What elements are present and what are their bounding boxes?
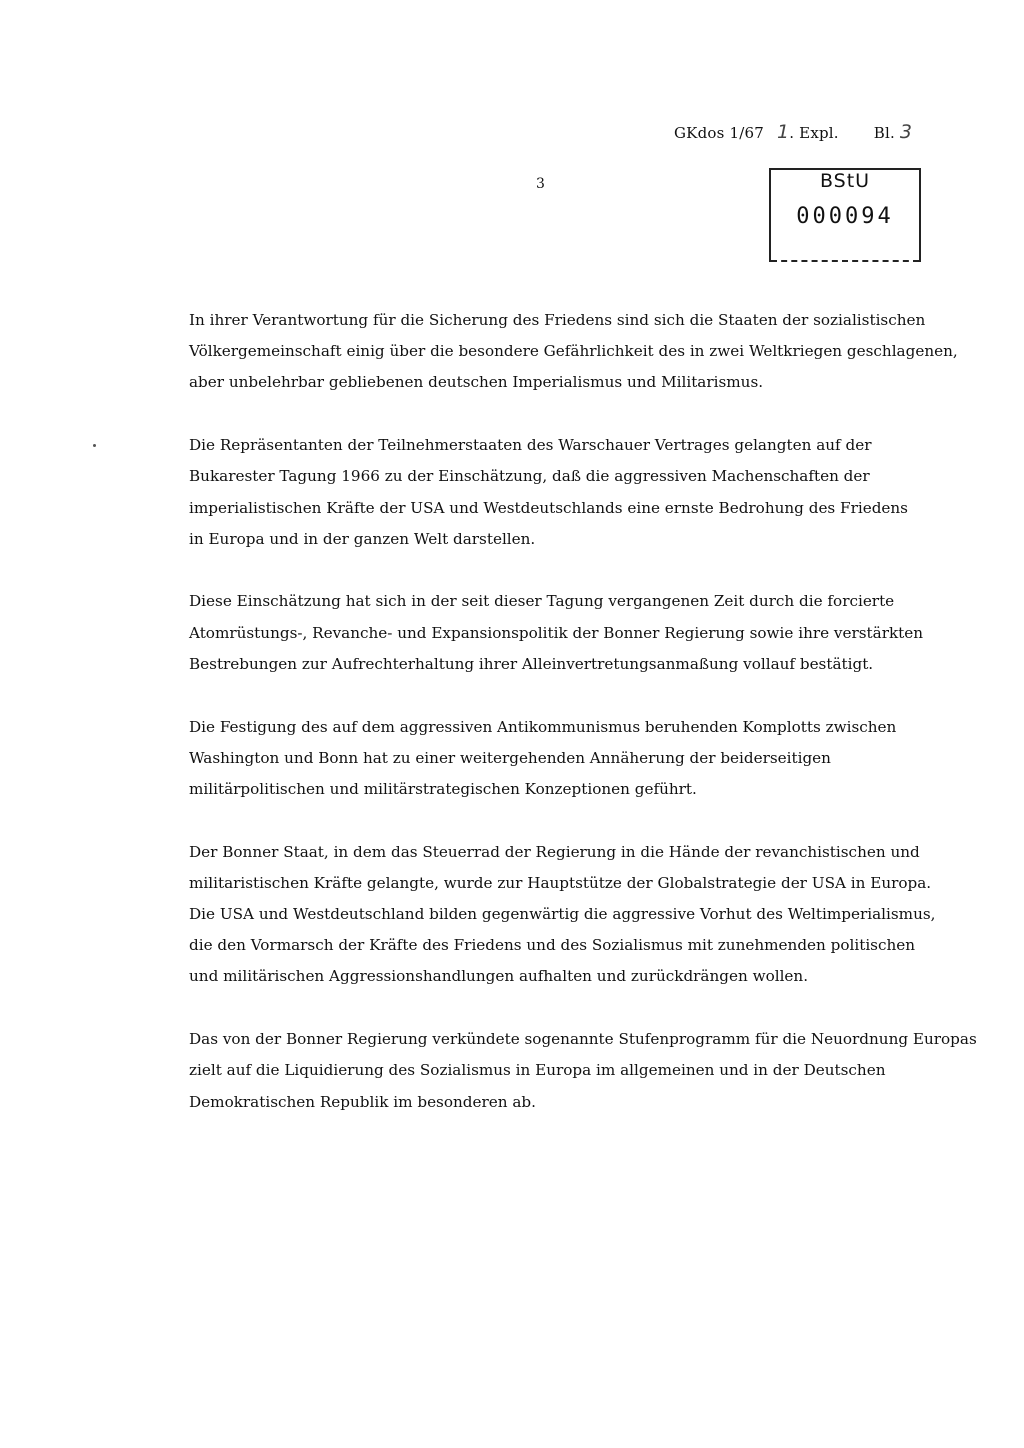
text-line: in Europa und in der ganzen Welt darstellen.: [189, 529, 536, 548]
text-line: Bestrebungen zur Aufrechterhaltung ihrer Alleinvertretungsanmaßung vollauf bestätigt.: [189, 654, 874, 673]
paragraph: [189, 305, 958, 399]
document-reference: [674, 121, 912, 143]
text-line: und militärischen Aggressionshandlungen aufhalten und zurückdrängen wollen.: [189, 967, 809, 986]
text-line: Völkergemeinschaft einig über die besondere Gefährlichkeit des in zwei Weltkriegen geschlagenen,: [189, 342, 958, 361]
text-line: die den Vormarsch der Kräfte des Friedens und des Sozialismus mit zunehmenden politischen: [189, 936, 916, 955]
text-line: zielt auf die Liquidierung des Sozialismus in Europa im allgemeinen und in der Deutschen: [189, 1061, 886, 1080]
text-line: militaristischen Kräfte gelangte, wurde zur Hauptstütze der Globalstrategie der USA in Europa.: [189, 873, 932, 892]
text-line: Washington und Bonn hat zu einer weitergehenden Annäherung der beiderseitigen: [189, 748, 831, 767]
paragraph: [189, 837, 936, 993]
doc-ref: GKdos 1/67: [674, 124, 764, 142]
stamp-number: 000094: [796, 204, 894, 229]
paragraph: [189, 586, 924, 680]
text-line: Die USA und Westdeutschland bilden gegenwärtig die aggressive Vorhut des Weltimperialismus,: [189, 905, 936, 924]
sheet-number-handwritten: 3: [899, 121, 913, 143]
archive-stamp: [769, 168, 921, 262]
paragraph: [189, 1024, 977, 1118]
text-line: Atomrüstungs-, Revanche- und Expansionspolitik der Bonner Regierung sowie ihre verstärkten: [189, 623, 924, 642]
text-line: Bukarester Tagung 1966 zu der Einschätzung, daß die aggressiven Machenschaften der: [189, 467, 870, 486]
stamp-dashed-border: [771, 260, 919, 262]
text-line: Die Festigung des auf dem aggressiven Antikommunismus beruhenden Komplotts zwischen: [189, 717, 897, 736]
margin-speck: [93, 444, 96, 447]
page-number: 3: [536, 176, 545, 192]
sheet-label: Bl.: [873, 124, 895, 142]
exemplar-number-handwritten: 1: [776, 121, 790, 143]
text-line: Die Repräsentanten der Teilnehmerstaaten des Warschauer Vertrages gelangten auf der: [189, 436, 872, 455]
text-line: Das von der Bonner Regierung verkündete sogenannte Stufenprogramm für die Neuordnung Europas: [189, 1030, 977, 1049]
exemplar-label: . Expl.: [789, 124, 839, 142]
paragraph: [189, 430, 909, 555]
paragraph: [189, 712, 909, 806]
body-text: [189, 305, 977, 1149]
text-line: Demokratischen Republik im besonderen ab.: [189, 1092, 536, 1111]
text-line: Diese Einschätzung hat sich in der seit dieser Tagung vergangenen Zeit durch die forcierte: [189, 592, 895, 611]
text-line: militärpolitischen und militärstrategischen Konzeptionen geführt.: [189, 779, 697, 798]
text-line: imperialistischen Kräfte der USA und Westdeutschlands eine ernste Bedrohung des Friedens: [189, 498, 908, 517]
text-line: aber unbelehrbar gebliebenen deutschen Imperialismus und Militarismus.: [189, 373, 764, 392]
text-line: Der Bonner Staat, in dem das Steuerrad der Regierung in die Hände der revanchistischen und: [189, 842, 920, 861]
text-line: In ihrer Verantwortung für die Sicherung des Friedens sind sich die Staaten der sozialistischen: [189, 311, 926, 329]
stamp-org: BStU: [819, 170, 871, 192]
